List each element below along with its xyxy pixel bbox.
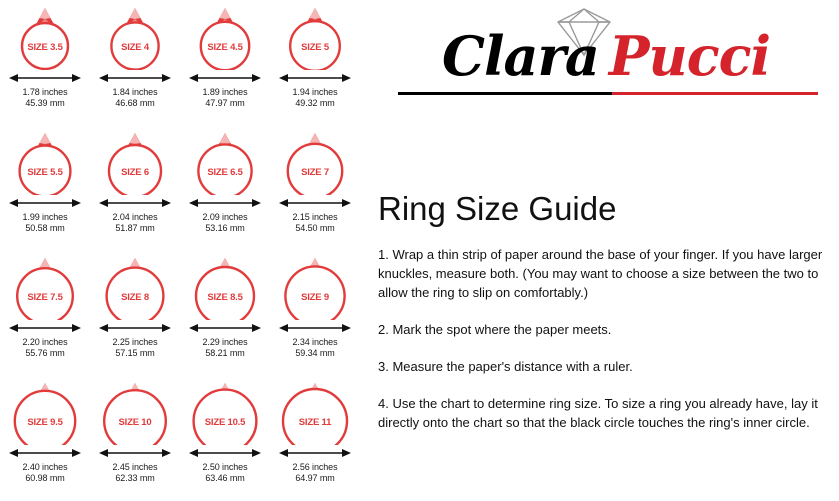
ring-illustration: [276, 252, 354, 320]
ring-illustration: [186, 377, 264, 445]
ring-size-label: SIZE 9.5: [27, 417, 63, 428]
measure-arrow: [6, 196, 84, 210]
ring-mm: 60.98 mm: [25, 473, 65, 483]
brand-logo: [376, 4, 836, 109]
ring-size-label: SIZE 10: [118, 417, 152, 428]
ring-size-cell: [90, 0, 180, 125]
ring-mm: 58.21 mm: [205, 348, 245, 358]
ring-mm: 57.15 mm: [115, 348, 155, 358]
brand-name-second: Pucci: [608, 24, 771, 88]
ring-size-label: SIZE 7: [301, 167, 329, 178]
ring-measurements: [113, 87, 158, 109]
ring-illustration: [6, 127, 84, 195]
ring-size-label: SIZE 9: [301, 292, 329, 303]
ring-measurements: [293, 87, 338, 109]
ring-illustration: [6, 2, 84, 70]
ring-mm: 47.97 mm: [205, 98, 245, 108]
ring-inches: 2.50 inches: [202, 462, 248, 472]
ring-illustration: [186, 2, 264, 70]
ring-illustration: [96, 252, 174, 320]
ring-inches: 2.25 inches: [112, 337, 158, 347]
ring-size-chart: [0, 0, 360, 501]
ring-inches: 2.56 inches: [292, 462, 338, 472]
measure-arrow: [186, 71, 264, 85]
guide-step: 2. Mark the spot where the paper meets.: [378, 322, 612, 337]
guide-steps: [378, 245, 833, 432]
ring-mm: 63.46 mm: [205, 473, 245, 483]
ring-measurements: [113, 212, 158, 234]
ring-size-cell: [180, 375, 270, 500]
ring-size-label: SIZE 5: [301, 42, 329, 53]
ring-size-cell: [180, 0, 270, 125]
ring-illustration: [276, 2, 354, 70]
ring-illustration: [96, 377, 174, 445]
ring-measurements: [23, 87, 68, 109]
ring-inches: 2.15 inches: [292, 212, 338, 222]
ring-size-cell: [0, 250, 90, 375]
ring-measurements: [113, 462, 158, 484]
ring-inches: 1.84 inches: [112, 87, 158, 97]
ring-size-cell: [0, 0, 90, 125]
measure-arrow: [186, 196, 264, 210]
ring-size-label: SIZE 4.5: [207, 42, 243, 53]
ring-measurements: [23, 462, 68, 484]
logo-underline-red: [612, 92, 818, 95]
ring-mm: 53.16 mm: [205, 223, 245, 233]
ring-size-cell: [90, 125, 180, 250]
measure-arrow: [6, 71, 84, 85]
measure-arrow: [96, 446, 174, 460]
ring-measurements: [293, 462, 338, 484]
ring-size-label: SIZE 5.5: [27, 167, 63, 178]
ring-size-cell: [0, 125, 90, 250]
ring-size-label: SIZE 8: [121, 292, 149, 303]
ring-size-cell: [90, 375, 180, 500]
ring-size-label: SIZE 11: [298, 417, 332, 428]
ring-size-label: SIZE 8.5: [207, 292, 243, 303]
guide-step: 1. Wrap a thin strip of paper around the base of your finger. If you have larger knuckles, measure both. (You may want to choose a size between the two to allow the ring to slip on comfortably.): [378, 247, 823, 300]
ring-size-label: SIZE 6: [121, 167, 149, 178]
measure-arrow: [186, 321, 264, 335]
ring-measurements: [23, 337, 68, 359]
ring-inches: 1.99 inches: [22, 212, 68, 222]
ring-illustration: [96, 2, 174, 70]
ring-measurements: [203, 462, 248, 484]
ring-illustration: [96, 127, 174, 195]
brand-name-first: Clara: [441, 24, 599, 88]
measure-arrow: [276, 196, 354, 210]
ring-inches: 2.45 inches: [112, 462, 158, 472]
measure-arrow: [96, 71, 174, 85]
ring-inches: 1.89 inches: [202, 87, 248, 97]
ring-size-label: SIZE 7.5: [27, 292, 63, 303]
ring-size-label: SIZE 4: [121, 42, 149, 53]
ring-measurements: [203, 87, 248, 109]
ring-size-label: SIZE 3.5: [27, 42, 63, 53]
ring-measurements: [203, 212, 248, 234]
ring-measurements: [113, 337, 158, 359]
measure-arrow: [96, 196, 174, 210]
measure-arrow: [276, 321, 354, 335]
ring-mm: 64.97 mm: [295, 473, 335, 483]
measure-arrow: [6, 446, 84, 460]
ring-mm: 49.32 mm: [295, 98, 335, 108]
ring-mm: 50.58 mm: [25, 223, 65, 233]
measure-arrow: [276, 446, 354, 460]
ring-mm: 45.39 mm: [25, 98, 65, 108]
ring-size-cell: [180, 250, 270, 375]
ring-size-cell: [90, 250, 180, 375]
ring-inches: 2.40 inches: [22, 462, 68, 472]
guide-step: 3. Measure the paper's distance with a ruler.: [378, 359, 633, 374]
ring-mm: 46.68 mm: [115, 98, 155, 108]
ring-inches: 2.09 inches: [202, 212, 248, 222]
ring-mm: 62.33 mm: [115, 473, 155, 483]
ring-size-cell: [180, 125, 270, 250]
ring-illustration: [276, 377, 354, 445]
brand-wordmark: [376, 26, 836, 87]
ring-mm: 54.50 mm: [295, 223, 335, 233]
ring-inches: 2.34 inches: [292, 337, 338, 347]
ring-size-label: SIZE 10.5: [204, 417, 246, 428]
measure-arrow: [186, 446, 264, 460]
ring-size-cell: [270, 375, 360, 500]
ring-measurements: [293, 337, 338, 359]
ring-size-label: SIZE 6.5: [207, 167, 243, 178]
ring-size-cell: [270, 125, 360, 250]
ring-illustration: [276, 127, 354, 195]
ring-inches: 2.04 inches: [112, 212, 158, 222]
ring-inches: 2.29 inches: [202, 337, 248, 347]
guide-panel: [366, 0, 839, 501]
ring-inches: 1.94 inches: [292, 87, 338, 97]
ring-mm: 51.87 mm: [115, 223, 155, 233]
ring-mm: 59.34 mm: [295, 348, 335, 358]
ring-inches: 1.78 inches: [22, 87, 68, 97]
ring-illustration: [186, 252, 264, 320]
ring-size-cell: [270, 250, 360, 375]
ring-measurements: [293, 212, 338, 234]
page-title: Ring Size Guide: [378, 190, 617, 227]
ring-size-cell: [270, 0, 360, 125]
ring-mm: 55.76 mm: [25, 348, 65, 358]
ring-measurements: [23, 212, 68, 234]
guide-step: 4. Use the chart to determine ring size. To size a ring you already have, lay it directly onto the chart so that the black circle touches the ring's inner circle.: [378, 396, 818, 430]
ring-inches: 2.20 inches: [22, 337, 68, 347]
ring-measurements: [203, 337, 248, 359]
measure-arrow: [96, 321, 174, 335]
measure-arrow: [276, 71, 354, 85]
ring-illustration: [186, 127, 264, 195]
measure-arrow: [6, 321, 84, 335]
ring-illustration: [6, 377, 84, 445]
ring-size-cell: [0, 375, 90, 500]
ring-illustration: [6, 252, 84, 320]
